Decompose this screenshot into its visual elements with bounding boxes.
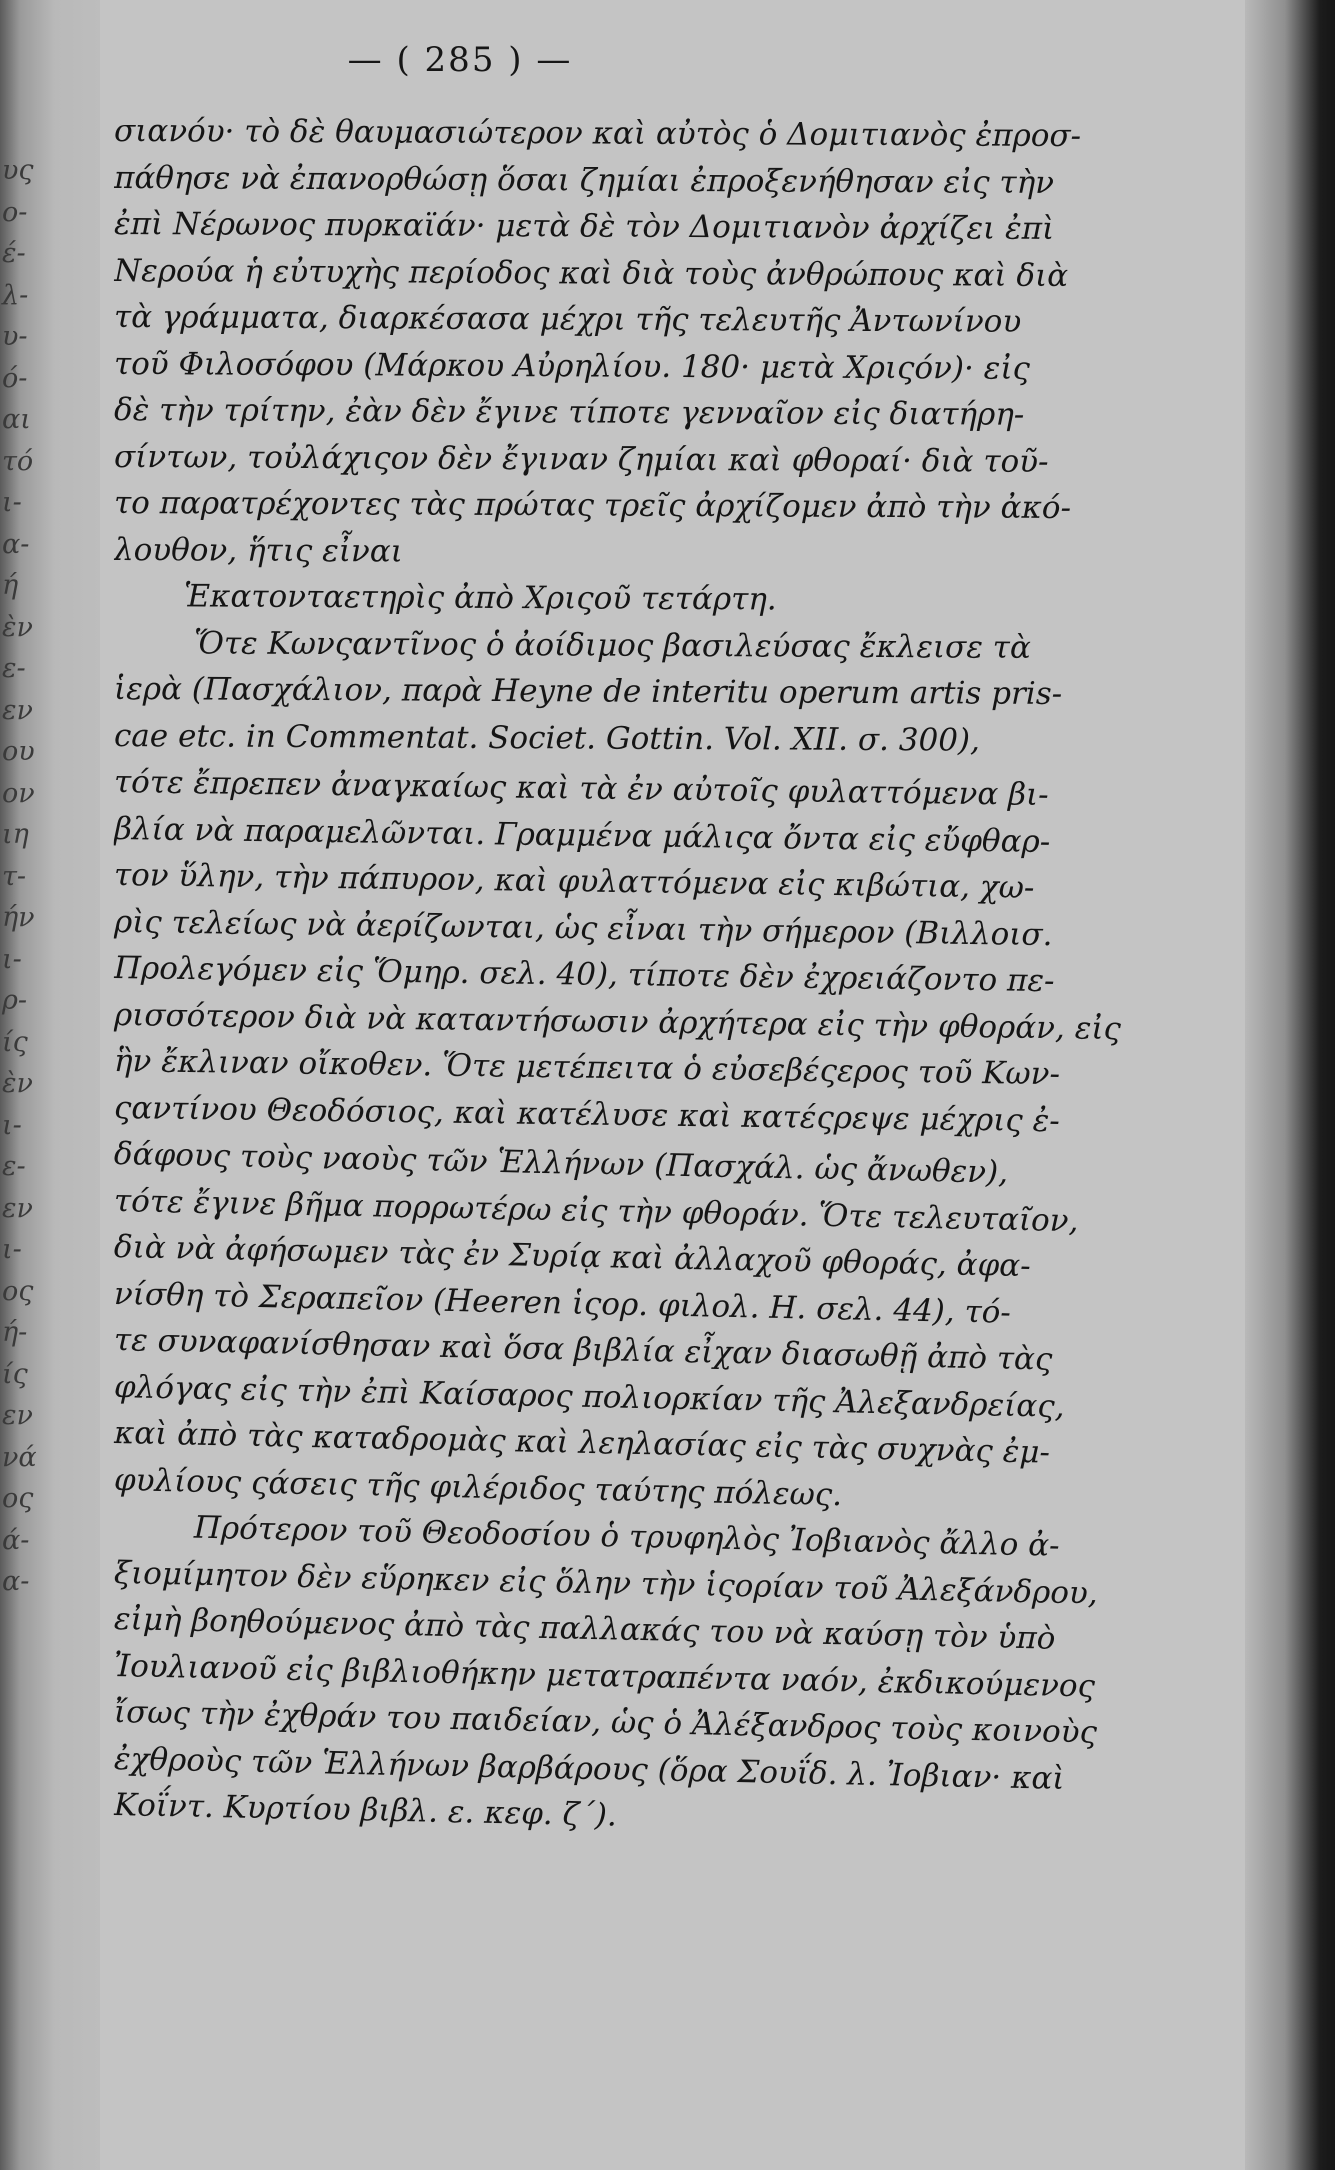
- bleed-fragment: ήν: [2, 902, 35, 933]
- bleed-fragment: ος: [2, 1483, 34, 1514]
- bleed-fragment: υς: [2, 155, 34, 186]
- bleed-fragment: ι-: [2, 943, 22, 975]
- bleed-fragment: εν: [2, 1192, 33, 1224]
- text-line: τον ὕλην, τὴν πάπυρον, καὶ φυλαττόμενα εἰς κιβώτια, χω-: [113, 857, 1035, 906]
- bleed-fragment: λ-: [2, 279, 29, 311]
- text-line: τότε ἔγινε βῆμα πορρωτέρω εἰς τὴν φθοράν. Ὅτε τελευταῖον,: [113, 1182, 1079, 1239]
- text-line: Πρότερον τοῦ Θεοδοσίου ὁ τρυφηλὸς Ἰοβιανὸς ἄλλο ἀ-: [193, 1509, 1060, 1564]
- text-line: δὲ τὴν τρίτην, ἐὰν δὲν ἔγινε τίποτε γενναῖον εἰς διατήρη-: [113, 392, 1025, 433]
- text-line: βλία νὰ παραμελῶνται. Γραμμένα μάλιςα ὄντα εἰς εὔφθαρ-: [113, 810, 1051, 860]
- bleed-fragment: ή-: [2, 1317, 28, 1348]
- bleed-fragment: νά: [2, 1441, 37, 1473]
- bleed-fragment: τ-: [2, 860, 27, 892]
- bleed-fragment: ίς: [2, 1026, 28, 1058]
- bleed-fragment: ο-: [2, 196, 28, 228]
- text-line: τὰ γράμματα, διαρκέσασα μέχρι τῆς τελευτῆς Ἀντωνίνου: [113, 299, 1022, 340]
- text-line: το παρατρέχοντες τὰς πρώτας τρεῖς ἀρχίζομεν ἀπὸ τὴν ἀκό-: [113, 485, 1072, 527]
- bleed-fragment: ου: [2, 736, 35, 767]
- page-content: [100, 0, 1245, 2170]
- page-edge-shadow: [1245, 0, 1335, 2170]
- bleed-fragment: α-: [2, 528, 30, 560]
- bleed-fragment: ή: [2, 570, 19, 601]
- bleed-fragment: ι-: [2, 1109, 22, 1141]
- text-line: ρὶς τελείως νὰ ἀερίζωνται, ὡς εἶναι τὴν σήμερον (Βιλλοισ.: [113, 903, 1053, 953]
- body-text: [113, 108, 1224, 1834]
- text-line: φυλίους ςάσεις τῆς φιλέριδος ταύτης πόλεως.: [113, 1461, 843, 1513]
- text-line: ἣν ἔκλιναν οἴκοθεν. Ὅτε μετέπειτα ὁ εὐσεβέςερος τοῦ Κων-: [113, 1043, 1061, 1093]
- text-line: διὰ νὰ ἀφήσωμεν τὰς ἐν Συρίᾳ καὶ ἀλλαχοῦ φθοράς, ἀφα-: [113, 1229, 1032, 1285]
- text-line: λουθον, ἥτις εἶναι: [113, 531, 403, 570]
- text-line: φλόγας εἰς τὴν ἐπὶ Καίσαρος πολιορκίαν τῆς Ἀλεξανδρείας,: [113, 1368, 1065, 1425]
- bleed-fragment: ά-: [2, 1524, 30, 1556]
- text-line: νίσθη τὸ Σεραπεῖον (Heeren ἱςορ. φιλολ. Η. σελ. 44), τό-: [113, 1275, 1012, 1331]
- text-line: Κοΐντ. Κυρτίου βιβλ. ε. κεφ. ζ΄).: [113, 1787, 618, 1834]
- text-line: cae etc. in Commentat. Societ. Gottin. Vol. XII. σ. 300),: [113, 717, 981, 759]
- text-line: ἴσως τὴν ἐχθράν του παιδείαν, ὡς ὁ Ἀλέξανδρος τοὺς κοινοὺς: [113, 1694, 1098, 1751]
- bleed-fragment: ρ-: [2, 985, 27, 1016]
- text-line: ςαντίνου Θεοδόσιος, καὶ κατέλυσε καὶ κατέςρεψε μέχρις ἐ-: [113, 1089, 1060, 1139]
- text-line: Προλεγόμεν εἰς Ὅμηρ. σελ. 40), τίποτε δὲν ἐχρειάζοντο πε-: [113, 950, 1055, 1000]
- text-line: πάθησε νὰ ἐπανορθώσῃ ὅσαι ζημίαι ἐπροξενήθησαν εἰς τὴν: [113, 159, 1055, 201]
- bleed-fragment: ον: [2, 777, 35, 809]
- text-line: καὶ ἀπὸ τὰς καταδρομὰς καὶ λεηλασίας εἰς τὰς συχνὰς ἐμ-: [113, 1415, 1051, 1471]
- text-line: ἐπὶ Νέρωνος πυρκαϊάν· μετὰ δὲ τὸν Δομιτιανὸν ἀρχίζει ἐπὶ: [113, 206, 1055, 247]
- binding-gutter: [0, 0, 100, 2170]
- bleed-fragment: εν: [2, 694, 33, 726]
- bleed-fragment: τό: [2, 445, 34, 477]
- bleed-fragment: αι: [2, 404, 31, 435]
- text-line: ρισσότερον διὰ νὰ καταντήσωσιν ἀρχήτερα εἰς τὴν φθοράν, εἰς: [113, 996, 1122, 1047]
- bleed-fragment: ό-: [2, 362, 28, 394]
- bleed-fragment: ε-: [2, 653, 26, 684]
- bleed-fragment: ιη: [2, 819, 29, 850]
- text-line: Ὅτε Κωνςαντῖνος ὁ ἀοίδιμος βασιλεύσας ἔκλεισε τὰ: [193, 624, 1031, 666]
- bleed-fragment: ι-: [2, 487, 22, 518]
- text-line: τότε ἔπρεπεν ἀναγκαίως καὶ τὰ ἐν αὐτοῖς φυλαττόμενα βι-: [113, 764, 1049, 814]
- text-line: Νερούα ἡ εὐτυχὴς περίοδος καὶ διὰ τοὺς ἀνθρώπους καὶ διὰ: [113, 252, 1069, 294]
- facing-page-margin: [2, 150, 42, 1603]
- text-line: σιανόυ· τὸ δὲ θαυμασιώτερον καὶ αὐτὸς ὁ Δομιτιανὸς ἐπροσ-: [113, 113, 1082, 155]
- text-line: δάφους τοὺς ναοὺς τῶν Ἑλλήνων (Πασχάλ. ὡς ἄνωθεν),: [113, 1136, 1009, 1191]
- text-line: τοῦ Φιλοσόφου (Μάρκου Αὐρηλίου. 180· μετὰ Χριςόν)· εἰς: [113, 345, 1030, 387]
- bleed-fragment: ι-: [2, 1234, 22, 1265]
- bleed-fragment: ὲν: [2, 611, 33, 643]
- text-line: ξιομίμητον δὲν εὕρηκεν εἰς ὅλην τὴν ἱςορίαν τοῦ Ἀλεξάνδρου,: [113, 1554, 1099, 1612]
- bleed-fragment: ος: [2, 1275, 34, 1307]
- text-line: τε συναφανίσθησαν καὶ ὅσα βιβλία εἶχαν διασωθῇ ἀπὸ τὰς: [113, 1322, 1053, 1378]
- bleed-fragment: εν: [2, 1400, 33, 1431]
- text-line: σίντων, τοὐλάχιςον δὲν ἔγιναν ζημίαι καὶ φθοραί· διὰ τοῦ-: [113, 438, 1049, 480]
- text-line: εἰμὴ βοηθούμενος ἀπὸ τὰς παλλακάς του νὰ καύσῃ τὸν ὑπὸ: [113, 1601, 1056, 1657]
- bleed-fragment: έ-: [2, 238, 26, 269]
- text-line: Ἰουλιανοῦ εἰς βιβλιοθήκην μετατραπέντα ναόν, ἐκδικούμενος: [113, 1647, 1096, 1705]
- bleed-fragment: ίς: [2, 1358, 28, 1390]
- bleed-fragment: ὲν: [2, 1068, 33, 1099]
- page-number-header: — ( 285 ) —: [347, 40, 573, 80]
- bleed-fragment: ε-: [2, 1151, 26, 1182]
- bleed-fragment: α-: [2, 1566, 30, 1597]
- text-line: ἐχθροὺς τῶν Ἑλλήνων βαρβάρους (ὅρα Σουΐδ. λ. Ἰοβιαν· καὶ: [113, 1740, 1065, 1797]
- text-line: Ἑκατονταετηρὶς ἀπὸ Χριςοῦ τετάρτη.: [183, 578, 777, 618]
- bleed-fragment: υ-: [2, 321, 28, 352]
- text-line: ἱερὰ (Πασχάλιον, παρὰ Heyne de interitu operum artis pris-: [113, 671, 1063, 712]
